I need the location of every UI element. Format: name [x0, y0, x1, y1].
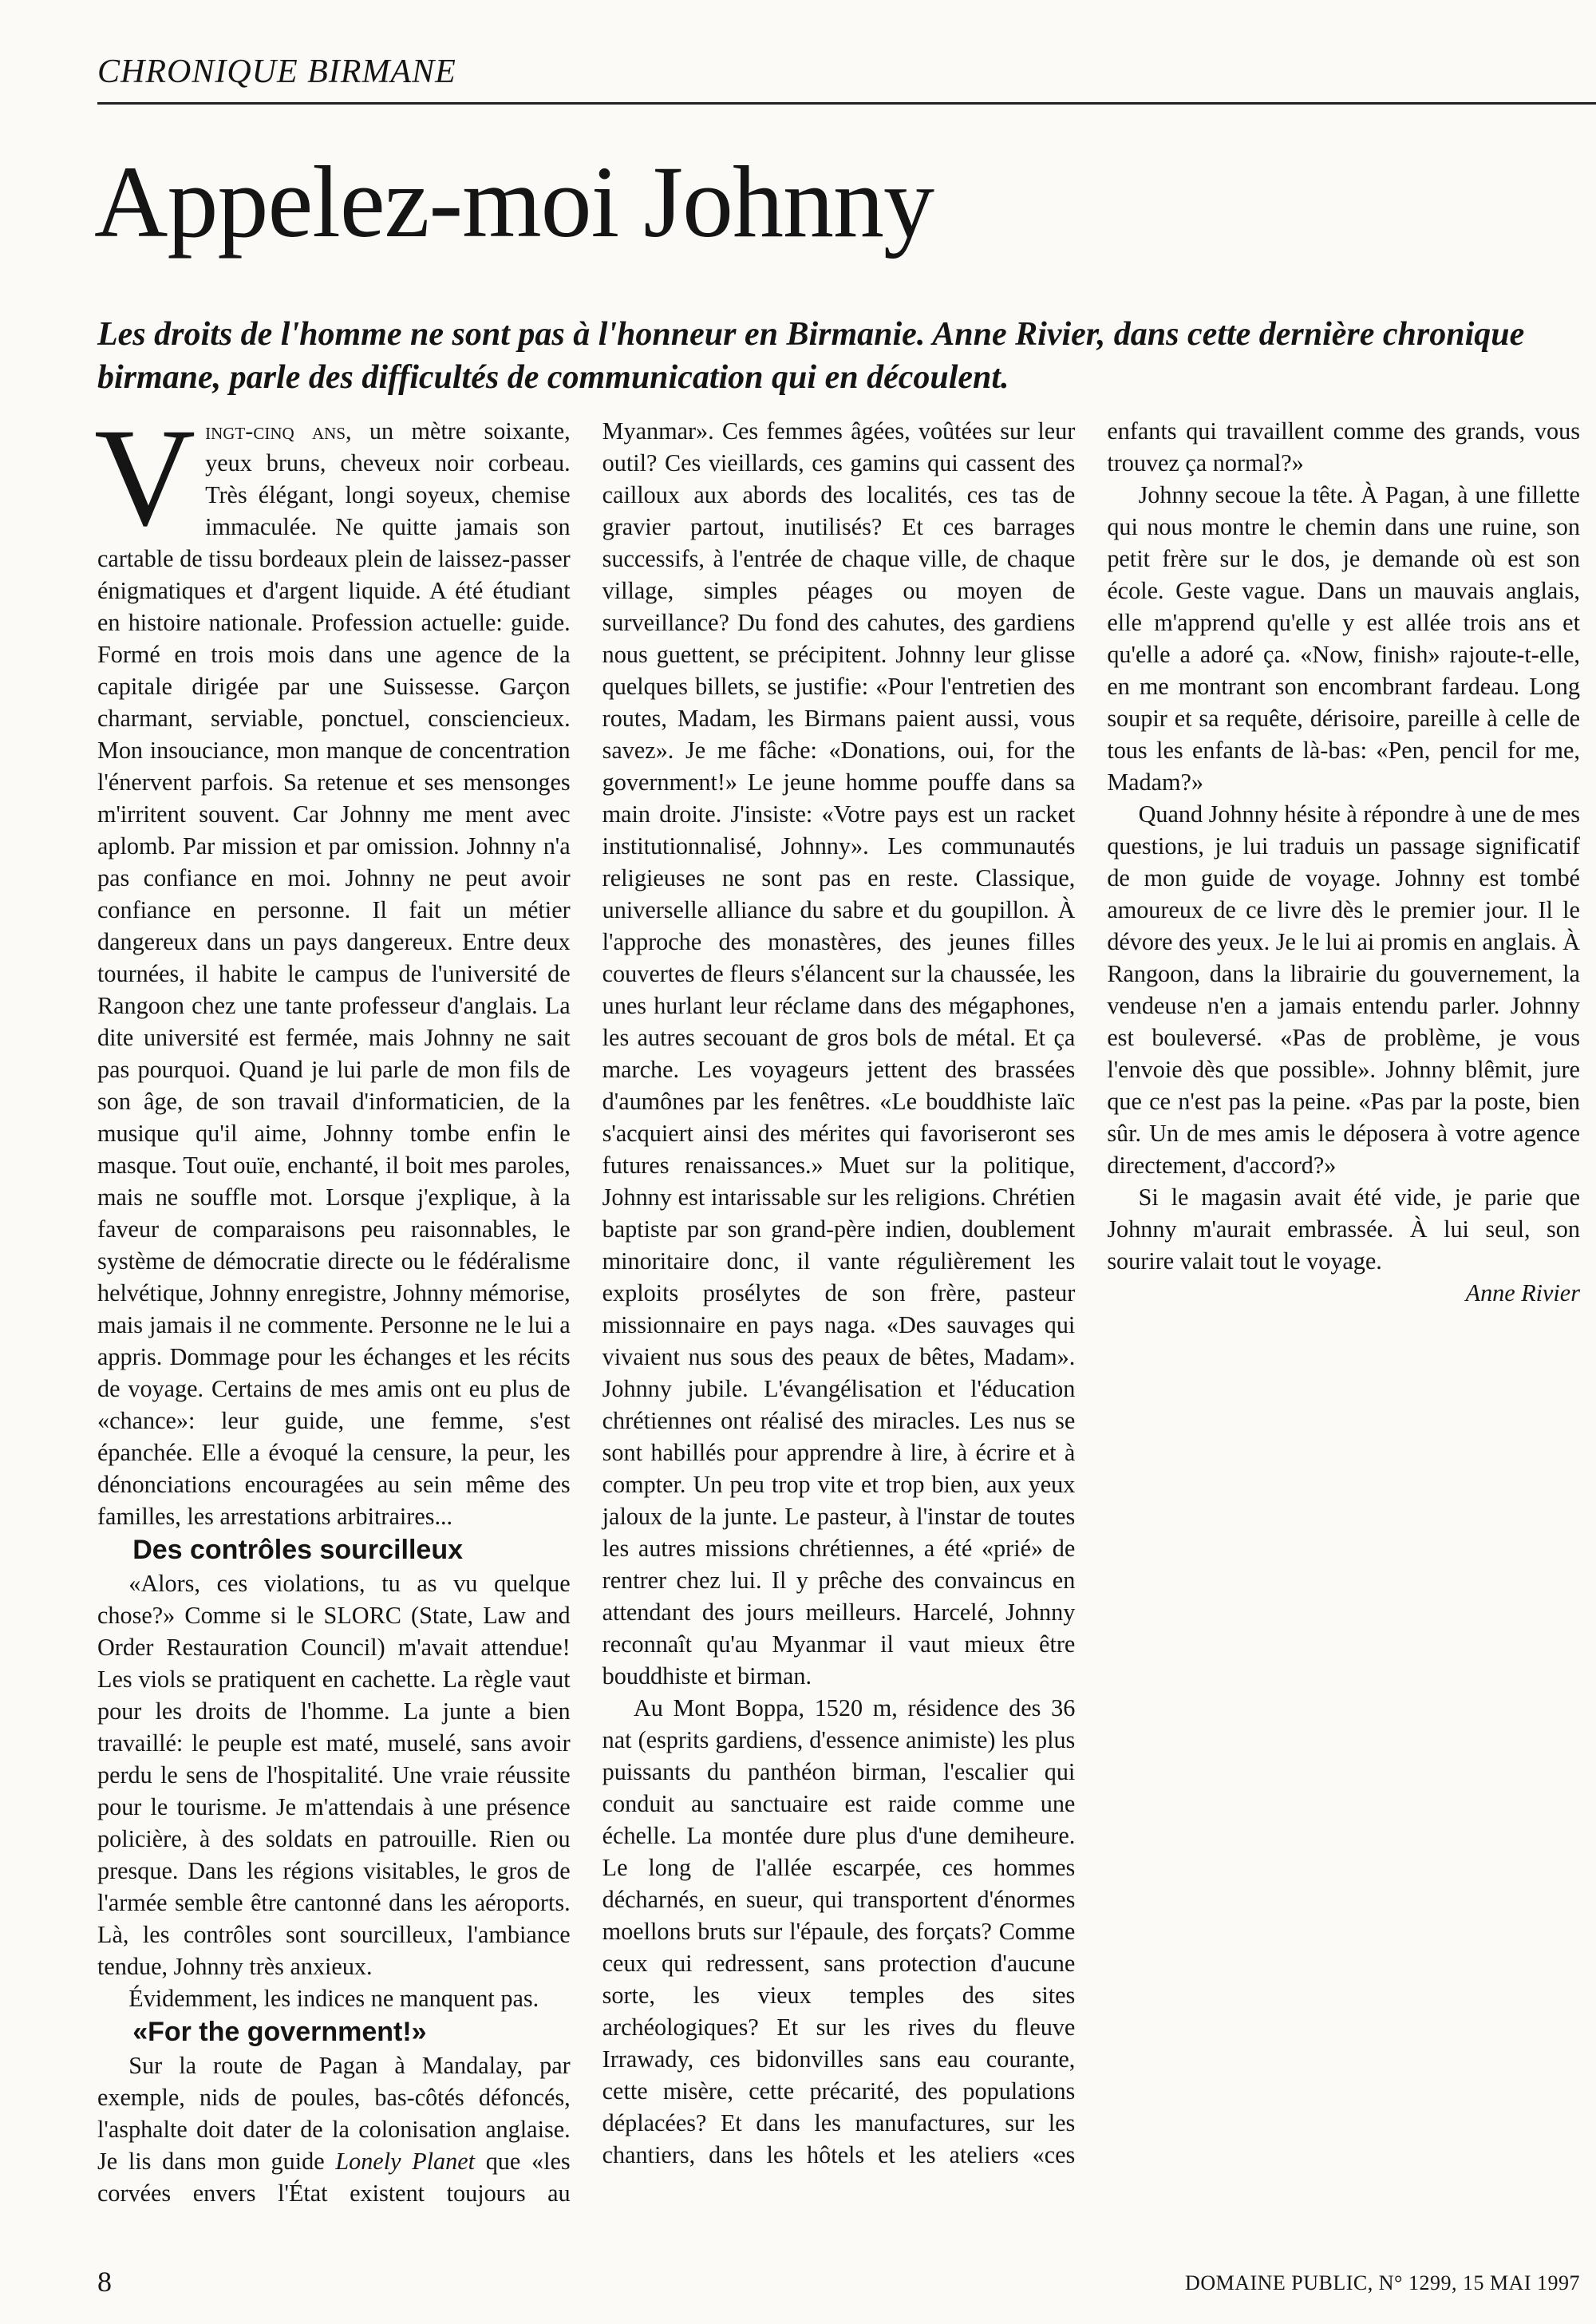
body-paragraph: Quand Johnny hésite à répondre à une de mes questions, je lui traduis un passage significatif de mon guide de voyage. Johnny est tombé amoureux de ce livre dès le premier jour. Il le dévore des yeux. Je le lui ai promis en anglais. À Rangoon, dans la librairie du gouvernement, la vendeuse n'en a jamais entendu parler. Johnny est bouleversé. «Pas de problème, je vous l'envoie dès que possible». Johnny blêmit, jure que ce n'est pas la peine. «Pas par la poste, bien sûr. Un de mes amis le déposera à votre agence directement, d'accord?»: [1107, 800, 1580, 1179]
author-signature: Anne Rivier: [1465, 1279, 1580, 1306]
body-text: que «les corvées envers l'État existent toujours au Myanmar». Ces femmes âgées, voûtées sur leur outil? Ces vieillards, ces gamins qui cassent des cailloux aux abords des localités, ces tas de gravier partout, inutilisés? Et ces barrages successifs, à l'entrée de chaque ville, de chaque village, simples péages ou moyen de surveillance? Du fond des cahutes, des gardiens nous guettent, se précipitent. Johnny leur glisse quelques billets, se justifie: «Pour l'entretien des routes, Madam, les Birmans paient aussi, vous savez». Je me fâche: «Donations, oui, for the government!» Le jeune homme pouffe dans sa main droite. J'insiste: «Votre pays est un racket institutionnalisé, Johnny». Les communautés religieuses ne sont pas en reste. Classique, universelle alliance du sabre et du goupillon. À l'approche des monastères, des jeunes filles couvertes de fleurs s'élancent sur la chaussée, les unes hurlant leur réclame dans des mégaphones, les autres secouant de gros bols de métal. Et ça marche. Les voyageurs jettent des brassées d'aumônes par les fenêtres. «Le bouddhiste laïc s'acquiert ainsi des mérites qui favoriseront ses futures renaissances.» Muet sur la politique, Johnny est intarissable sur les religions. Chrétien baptiste par son grand-père indien, doublement minoritaire donc, il vante régulièrement les exploits prosélytes de son frère, pasteur missionnaire en pays naga. «Des sauvages qui vivaient nus sous des peaux de bêtes, Madam». Johnny jubile. L'évangélisation et l'éducation chrétiennes ont réalisé des miracles. Les nus se sont habillés pour apprendre à lire, à écrire et à compter. Un peu trop vite et trop bien, aux yeux jaloux de la junte. Le pasteur, à l'instar de toutes les autres missions chrétiennes, a été «prié» de rentrer chez lui. Il y prêche des convaincus en attendant des jours meilleurs. Harcelé, Johnny reconnaît qu'au Myanmar il vaut mieux être bouddhiste et birman.: [97, 417, 1076, 2207]
article-headline: Appelez-moi Johnny: [94, 145, 934, 259]
body-paragraph: Au Mont Boppa, 1520 m, résidence des 36 nat (esprits gardiens, d'essence animiste) les plus puissants du panthéon birman, l'escalier qui conduit au sanctuaire est raide comme une échelle. La montée dure plus d'une demiheure. Le long de l'allée escarpée, ces hommes décharnés, en sueur, qui transportent d'énormes moellons bruts sur l'épaule, des forçats? Comme ceux qui redressent, sans protection d'aucune sorte, les vieux temples des sites archéologiques? Et sur les rives du fleuve Irrawady, ces bidonvilles sans eau courante, cette misère, cette précarité, des populations déplacées? Et dans les manufactures, sur les chantiers, dans les hôtels et les ateliers «ces enfants qui travaillent comme des grands, vous trouvez ça normal?»: [602, 417, 1580, 2168]
body-text: Sur la route de Pagan à Mandalay, par exemple, nids de poules, bas-côtés défoncés, l'asphalte doit dater de la colonisation anglaise. Je lis dans mon guide: [97, 2052, 571, 2175]
article-body: [94, 400, 1580, 2219]
subhead-government: «For the government!»: [132, 2017, 427, 2047]
lead-smallcaps: ingt-cinq ans: [205, 417, 346, 445]
lead-paragraph: [94, 400, 571, 1532]
subhead-controles: Des contrôles sourcilleux: [132, 1535, 463, 1565]
header-rule: [97, 102, 1596, 105]
publication-imprint: DOMAINE PUBLIC, N° 1299, 15 MAI 1997: [1185, 2271, 1580, 2294]
section-rubric: CHRONIQUE BIRMANE: [97, 53, 456, 90]
article-standfirst: Les droits de l'homme ne sont pas à l'honneur en Birmanie. Anne Rivier, dans cette dernière chronique birmane, parle des difficultés de communication qui en découlent.: [97, 316, 1525, 396]
drop-cap: V: [94, 400, 196, 555]
body-paragraph: Évidemment, les indices ne manquent pas.: [128, 1985, 539, 2012]
book-title: Lonely Planet: [335, 2148, 475, 2175]
body-paragraph: Si le magasin avait été vide, je parie que Johnny m'aurait embrassée. À lui seul, son sourire valait tout le voyage.: [1107, 1184, 1580, 1275]
body-paragraph: «Alors, ces violations, tu as vu quelque chose?» Comme si le SLORC (State, Law and Order Restauration Council) m'avait attendue! Les viols se pratiquent en cachette. La règle vaut pour les droits de l'homme. La junte a bien travaillé: le peuple est maté, muselé, sans avoir perdu le sens de l'hospitalité. Une vraie réussite pour le tourisme. Je m'attendais à une présence policière, à des soldats en patrouille. Rien ou presque. Dans les régions visitables, le gros de l'armée semble être cantonné dans les aéroports. Là, les contrôles sont sourcilleux, l'ambiance tendue, Johnny très anxieux.: [97, 1570, 571, 1980]
page-number: 8: [97, 2266, 112, 2298]
lead-text: , un mètre soixante, yeux bruns, cheveux noir corbeau. Très élégant, longi soyeux, chemise immaculée. Ne quitte jamais son cartable de tissu bordeaux plein de laissez-passer énigmatiques et d'argent liquide. A été étudiant en histoire nationale. Profession actuelle: guide. Formé en trois mois dans une agence de la capitale dirigée par une Suissesse. Garçon charmant, serviable, ponctuel, consciencieux. Mon insouciance, mon manque de concentration l'énervent parfois. Sa retenue et ses mensonges m'irritent souvent. Car Johnny me ment avec aplomb. Par mission et par omission. Johnny n'a pas confiance en moi. Johnny ne peut avoir confiance en personne. Il fait un métier dangereux dans un pays dangereux. Entre deux tournées, il habite le campus de l'université de Rangoon chez une tante professeur d'anglais. La dite université est fermée, mais Johnny ne sait pas pourquoi. Quand je lui parle de mon fils de son âge, de son travail d'informaticien, de la musique qu'il aime, Johnny tombe enfin le masque. Tout ouïe, enchanté, il boit mes paroles, mais ne souffle mot. Lorsque j'explique, à la faveur de comparaisons peu raisonnables, le système de démocratie directe ou le fédéralisme helvétique, Johnny enregistre, Johnny mémorise, mais jamais il ne commente. Personne ne le lui a appris. Dommage pour les échanges et les récits de voyage. Certains de mes amis ont eu plus de «chance»: leur guide, une femme, s'est épanchée. Elle a évoqué la censure, la peur, les dénonciations encouragées au sein même des familles, les arrestations arbitraires...: [97, 417, 571, 1530]
body-paragraph: Johnny secoue la tête. À Pagan, à une fillette qui nous montre le chemin dans une ruine, son petit frère sur le dos, je demande où est son école. Geste vague. Dans un mauvais anglais, elle m'apprend qu'elle y est allée trois ans et qu'elle a adoré ça. «Now, finish» rajoute-t-elle, en me montrant son encombrant fardeau. Long soupir et sa requête, dérisoire, pareille à celle de tous les enfants de là-bas: «Pen, pencil for me, Madam?»: [1107, 481, 1580, 796]
